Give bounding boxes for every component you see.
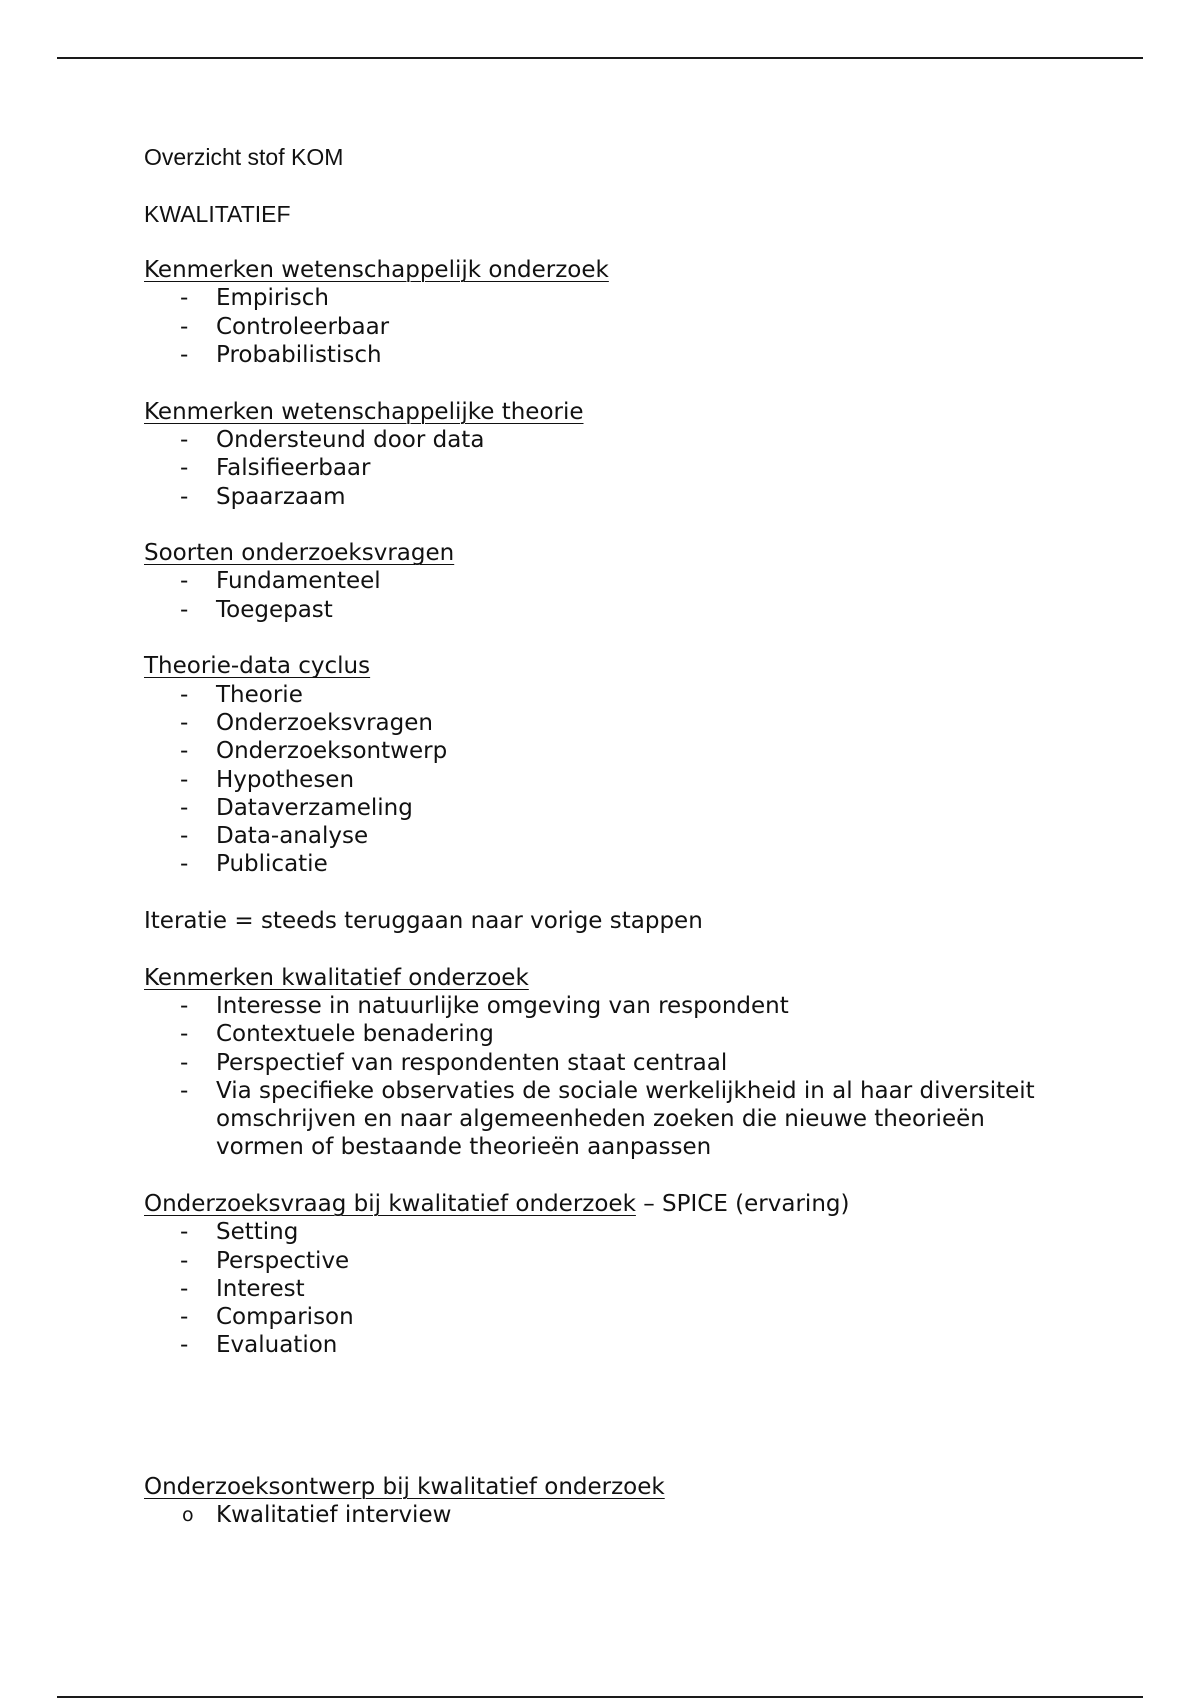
list-item-text: Contextuele benadering <box>216 1021 494 1048</box>
list-item-text: Perspectief van respondenten staat centraal <box>216 1049 728 1076</box>
dash-marker: - <box>180 823 189 850</box>
dash-marker: - <box>180 992 189 1019</box>
list-item <box>144 992 1094 1020</box>
bullet-list <box>144 681 1094 879</box>
dash-marker: - <box>180 1049 189 1076</box>
dash-marker: - <box>180 1304 189 1331</box>
bullet-list <box>144 567 1094 624</box>
list-item-text: Spaarzaam <box>216 483 346 510</box>
list-item <box>144 596 1094 624</box>
list-item-text: Onderzoeksontwerp <box>216 738 448 765</box>
section-heading <box>144 652 1094 680</box>
section-heading <box>144 1190 1094 1218</box>
list-item <box>144 822 1094 850</box>
list-item <box>144 681 1094 709</box>
section-heading-text: Onderzoeksvraag bij kwalitatief onderzoek <box>144 1190 636 1217</box>
list-item <box>144 1275 1094 1303</box>
list-item-text: Onderzoeksvragen <box>216 709 433 736</box>
list-item-text: Dataverzameling <box>216 794 413 821</box>
dash-marker: - <box>180 1247 189 1274</box>
list-item-text: Empirisch <box>216 285 329 312</box>
list-item-text: Hypothesen <box>216 766 355 793</box>
section-heading-text: Kenmerken wetenschappelijk onderzoek <box>144 257 609 284</box>
footer-rule <box>57 1696 1143 1698</box>
document-body <box>144 143 1094 1529</box>
list-item <box>144 426 1094 454</box>
section-heading-text: Theorie-data cyclus <box>144 653 371 680</box>
list-item <box>144 1247 1094 1275</box>
list-item-text: Interest <box>216 1275 305 1302</box>
bullet-list <box>144 1218 1094 1359</box>
dash-marker: - <box>180 313 189 340</box>
list-item-text: Publicatie <box>216 851 328 878</box>
spacer <box>144 935 1094 963</box>
list-item-text: Falsifieerbaar <box>216 455 371 482</box>
dash-marker: - <box>180 1077 189 1104</box>
dash-marker: - <box>180 709 189 736</box>
list-item-text: Evaluation <box>216 1332 338 1359</box>
dash-marker: - <box>180 342 189 369</box>
list-item <box>144 737 1094 765</box>
dash-marker: - <box>180 1275 189 1302</box>
list-item <box>144 1331 1094 1359</box>
iteration-note: Iteratie = steeds teruggaan naar vorige stappen <box>144 908 703 935</box>
spacer <box>144 171 1094 199</box>
list-item <box>144 1049 1094 1077</box>
dash-marker: - <box>180 851 189 878</box>
section-heading-text: Kenmerken wetenschappelijke theorie <box>144 398 584 425</box>
list-item-text: Perspective <box>216 1247 350 1274</box>
document-subtitle: KWALITATIEF <box>144 200 291 227</box>
section-heading <box>144 398 1094 426</box>
spacer <box>144 369 1094 397</box>
circle-marker: o <box>182 1504 194 1527</box>
list-item <box>144 284 1094 312</box>
bullet-list <box>144 426 1094 511</box>
dash-marker: - <box>180 426 189 453</box>
list-item-text: Comparison <box>216 1304 354 1331</box>
spacer <box>144 624 1094 652</box>
list-item <box>144 341 1094 369</box>
list-item-text: Via specifieke observaties de sociale werkelijkheid in al haar diversiteit omschrijven en naar algemeenheden zoeken die nieuwe theorieën vormen of bestaande theorieën aanpassen <box>216 1077 1035 1161</box>
list-item-text: Theorie <box>216 681 303 708</box>
document-title: Overzicht stof KOM <box>144 144 344 170</box>
dash-marker: - <box>180 1332 189 1359</box>
section-heading-suffix: – SPICE (ervaring) <box>635 1190 850 1217</box>
list-item <box>144 313 1094 341</box>
dash-marker: - <box>180 596 189 623</box>
list-item-text: Fundamenteel <box>216 568 381 595</box>
section-heading-text: Soorten onderzoeksvragen <box>144 540 455 567</box>
dash-marker: - <box>180 1021 189 1048</box>
list-item <box>144 709 1094 737</box>
list-item-text: Data-analyse <box>216 823 369 850</box>
spacer <box>144 511 1094 539</box>
dash-marker: - <box>180 681 189 708</box>
list-item-text: Kwalitatief interview <box>216 1502 452 1529</box>
dash-marker: - <box>180 1219 189 1246</box>
list-item <box>144 1020 1094 1048</box>
dash-marker: - <box>180 285 189 312</box>
header-rule <box>57 57 1143 59</box>
spacer <box>144 228 1094 256</box>
spacer <box>144 879 1094 907</box>
spacer <box>144 1162 1094 1190</box>
list-item-text: Setting <box>216 1219 299 1246</box>
list-item-text: Probabilistisch <box>216 342 382 369</box>
dash-marker: - <box>180 568 189 595</box>
dash-marker: - <box>180 455 189 482</box>
section-heading <box>144 1473 1094 1501</box>
list-item <box>144 483 1094 511</box>
bullet-list <box>144 992 1094 1162</box>
dash-marker: - <box>180 766 189 793</box>
list-item <box>144 1303 1094 1331</box>
section-heading <box>144 964 1094 992</box>
list-item-text: Ondersteund door data <box>216 426 485 453</box>
dash-marker: - <box>180 738 189 765</box>
list-item <box>144 794 1094 822</box>
list-item <box>144 1077 1036 1162</box>
list-item <box>144 1218 1094 1246</box>
bullet-list <box>144 1501 1094 1529</box>
spacer <box>144 1360 1094 1473</box>
list-item <box>144 454 1094 482</box>
list-item <box>144 850 1094 878</box>
section-heading-text: Kenmerken kwalitatief onderzoek <box>144 964 529 991</box>
bullet-list <box>144 284 1094 369</box>
section-heading <box>144 539 1094 567</box>
list-item <box>144 766 1094 794</box>
list-item-text: Interesse in natuurlijke omgeving van respondent <box>216 992 789 1019</box>
dash-marker: - <box>180 794 189 821</box>
section-heading-text: Onderzoeksontwerp bij kwalitatief onderzoek <box>144 1473 665 1500</box>
list-item-text: Controleerbaar <box>216 313 390 340</box>
section-heading <box>144 256 1094 284</box>
list-item <box>144 567 1094 595</box>
dash-marker: - <box>180 483 189 510</box>
list-item <box>144 1501 1094 1529</box>
list-item-text: Toegepast <box>216 596 333 623</box>
